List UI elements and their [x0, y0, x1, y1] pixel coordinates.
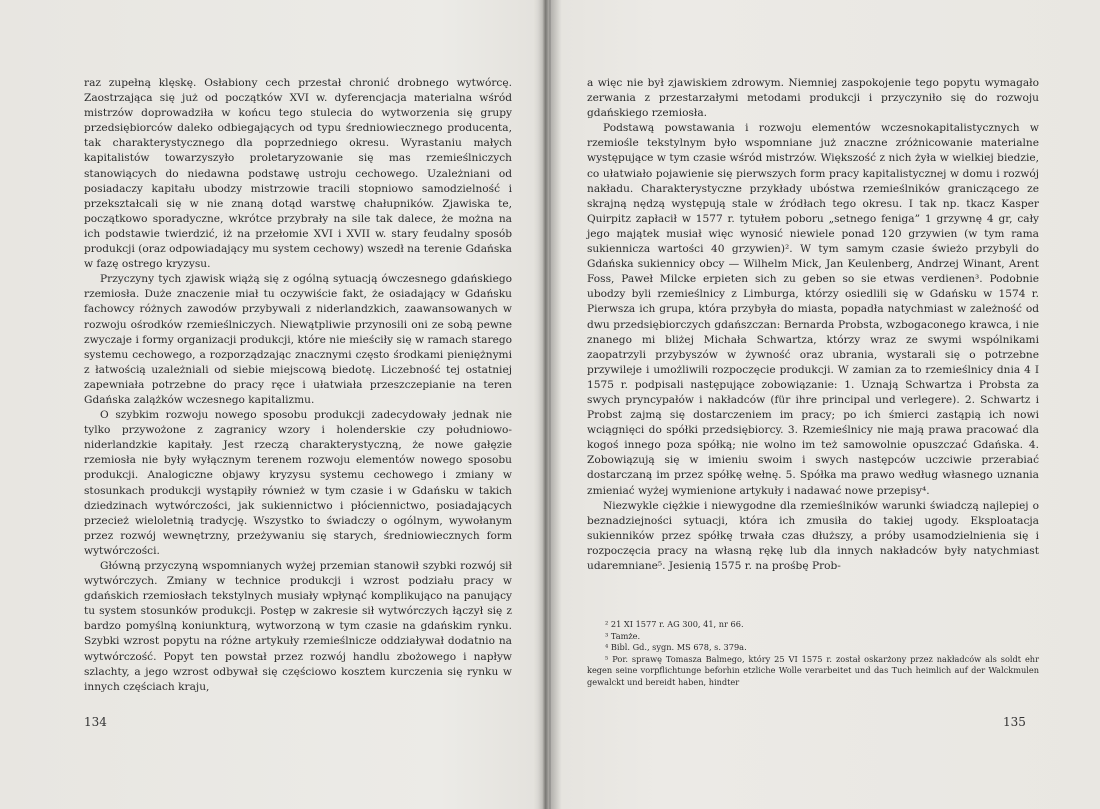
paragraph: Niezwykle ciężkie i niewygodne dla rzemieślników warunki świadczą najlepiej o beznadziejności sytuacji, która ich zmusiła do takiej ugody. Eksploatacja sukienników przez spółkę trwała czas dłuższy, a próby usamodzielnienia się i rozpoczęcia pracy na własną rękę lub dla innych nakładców były natychmiast udaremniane⁵. Jesienią 1575 r. na prośbę Prob-: [587, 499, 1039, 572]
footnote: ² 21 XI 1577 r. AG 300, 41, nr 66.: [605, 619, 744, 629]
book-gutter: [538, 0, 562, 809]
paragraph: a więc nie był zjawiskiem zdrowym. Niemniej zaspokojenie tego popytu wymagało zerwania z przestarzałymi metodami produkcji i przyczyniło się do rozwoju gdańskiego rzemiosła.: [587, 77, 1039, 120]
left-page: [0, 0, 547, 809]
right-page: [553, 0, 1100, 809]
paragraph: Podstawą powstawania i rozwoju elementów wczesnokapitalistycznych w rzemiośle tekstylnym było wspomniane już znaczne zróżnicowanie materialne występujące w tym czasie wśród mistrzów. Większość z nich żyła w wielkiej biedzie, co ułatwiało pojawienie się pierwszych form pracy kapitalistycznej w domu i rozwój nakładu. Charakterystyczne przykłady ubóstwa rzemieślników graniczącego ze skrajną nędzą występują stale w źródłach tego okresu. I tak np. tkacz Kasper Quirpitz zapłacił w 1577 r. tytułem poboru „setnego feniga” 1 grzywnę 4 gr, cały jego majątek musiał więc wynosić niewiele ponad 120 grzywien (w tym rama sukiennicza wartości 40 grzywien)². W tym samym czasie świeżo przybyli do Gdańska sukiennicy obcy — Wilhelm Mick, Jan Keulenberg, Andrzej Winant, Arent Foss, Paweł Milcke erpieten sich zu geben so sie etwas verdienen³. Podobnie ubodzy byli rzemieślnicy z Limburga, którzy osiedlili się w Gdańsku w 1574 r. Pierwsza ich grupa, która przybyła do miasta, popadła natychmiast w zależność od dwu przedsiębiorczych gdańszczan: Bernarda Probsta, wzbogaconego krawca, i nie znanego mi bliżej Michała Schwartza, którzy wraz ze swymi wspólnikami zaopatrzyli przybyszów w żywność oraz ubrania, wystarali się o potrzebne przywileje i umożliwili rozpoczęcie produkcji. W zamian za to rzemieślnicy dnia 4 I 1575 r. podpisali następujące zobowiązanie: 1. Uznają Schwartza i Probsta za swych pryncypałów i nakładców (für ihre principal und verlegere). 2. Schwartz i Probst zajmą się dostarczeniem im pracy; po ich śmierci zastąpią ich nowi wciągnięci do spółki przedsiębiorcy. 3. Rzemieślnicy nie mają prawa pracować dla kogoś innego poza spółką; nie wolno im też samowolnie opuszczać Gdańska. 4. Zobowiązują się w imieniu swoim i swych następców uczciwie przerabiać dostarczaną im przez spółkę wełnę. 5. Spółka ma prawo według własnego uznania zmieniać wyżej wymienione artykuły i nadawać nowe przepisy⁴.: [587, 122, 1039, 497]
paragraph: Główną przyczyną wspomnianych wyżej przemian stanowił szybki rozwój sił wytwórczych. Zmiany w technice produkcji i wzrost podziału pracy w gdańskich rzemiosłach tekstylnych musiały wpłynąć komplikująco na panujący tu system stosunków produkcji. Postęp w zakresie sił wytwórczych łączył się z bardzo pomyślną koniunkturą, wytworzoną w tym czasie na gdańskim rynku. Szybki wzrost popytu na różne artykuły rzemieślnicze oddziaływał dodatnio na wytwórczość. Popyt ten powstał przez rozwój handlu zbożowego i napływ szlachty, a jego wzrost odbywał się częściowo kosztem kurczenia się rynku w innych częściach kraju,: [84, 560, 512, 693]
footnote: ³ Tamże.: [605, 630, 641, 641]
paragraph: Przyczyny tych zjawisk wiążą się z ogólną sytuacją ówczesnego gdańskiego rzemiosła. Duże znaczenie miał tu oczywiście fakt, że osiadający w Gdańsku fachowcy różnych zawodów przybywali z niderlandzkich, zaawansowanych w rozwoju ośrodków rzemieślniczych. Niewątpliwie przynosili oni ze sobą pewne zwyczaje i formy organizacji produkcji, które nie mieściły się w ramach starego systemu cechowego, a rozporządzając znacznymi często środkami pieniężnymi z łatwością uzależniali od siebie miejscową biedotę. Liczebność tej ostatniej zapewniała potrzebne do pracy ręce i ułatwiała przeszczepianie na teren Gdańska zalążków wczesnego kapitalizmu.: [84, 273, 512, 406]
paragraph: raz zupełną klęskę. Osłabiony cech przestał chronić drobnego wytwórcę. Zaostrzająca się już od początków XVI w. dyferencjacja materialna wśród mistrzów doprowadziła w końcu tego stulecia do wytworzenia się grupy przedsiębiorców daleko odbiegających od typu średniowiecznego producenta, tak charakterystycznego dla poprzedniego okresu. Wyrastaniu małych kapitalistów towarzyszyło proletaryzowanie się mas rzemieślniczych stanowiących do niedawna podstawę ustroju cechowego. Uzależniani od posiadaczy kapitału ubodzy mistrzowie tracili stopniowo samodzielność i przekształcali się w nie znaną dotąd warstwę chałupników. Zjawiska te, początkowo sporadyczne, wkrótce przybrały na sile tak dalece, że można na ich podstawie twierdzić, iż na przełomie XVI i XVII w. stary feudalny sposób produkcji (oraz odpowiadający mu system cechowy) wszedł na terenie Gdańska w fazę ostrego kryzysu.: [84, 77, 512, 271]
footnotes: [587, 619, 1039, 689]
page-number: 134: [84, 715, 107, 729]
paragraph: O szybkim rozwoju nowego sposobu produkcji zadecydowały jednak nie tylko przywożone z zagranicy wzory i holenderskie czy południowo-niderlandzkie kapitały. Jest rzeczą charakterystyczną, że nowe gałęzie rzemiosła nie były wyłącznym terenem rozwoju elementów nowego sposobu produkcji. Analogiczne objawy kryzysu systemu cechowego i zmiany w stosunkach produkcji wystąpiły również w tym czasie i w Gdańsku w takich dziedzinach wytwórczości, jak sukiennictwo i płóciennictwo, posiadających przecież wieloletnią tradycję. Wszystko to świadczy o ogólnym, wywołanym przez rozwój wewnętrzny, przeżywaniu się starych, średniowiecznych form wytwórczości.: [84, 409, 512, 557]
page-number: 135: [1003, 715, 1026, 729]
right-page-text: [587, 76, 1039, 574]
left-page-text: [84, 76, 512, 695]
footnote: ⁵ Por. sprawę Tomasza Balmego, który 25 VI 1575 r. został oskarżony przez nakładców als soldt ehr kegen seine vorpflichtunge beforhin etzliche Wolle verarbeitet und das Tuch heimlich auf der Walckmulen gewalckt und bereidt haben, hindter: [587, 653, 1039, 687]
footnote: ⁴ Bibl. Gd., sygn. MS 678, s. 379a.: [605, 642, 747, 653]
